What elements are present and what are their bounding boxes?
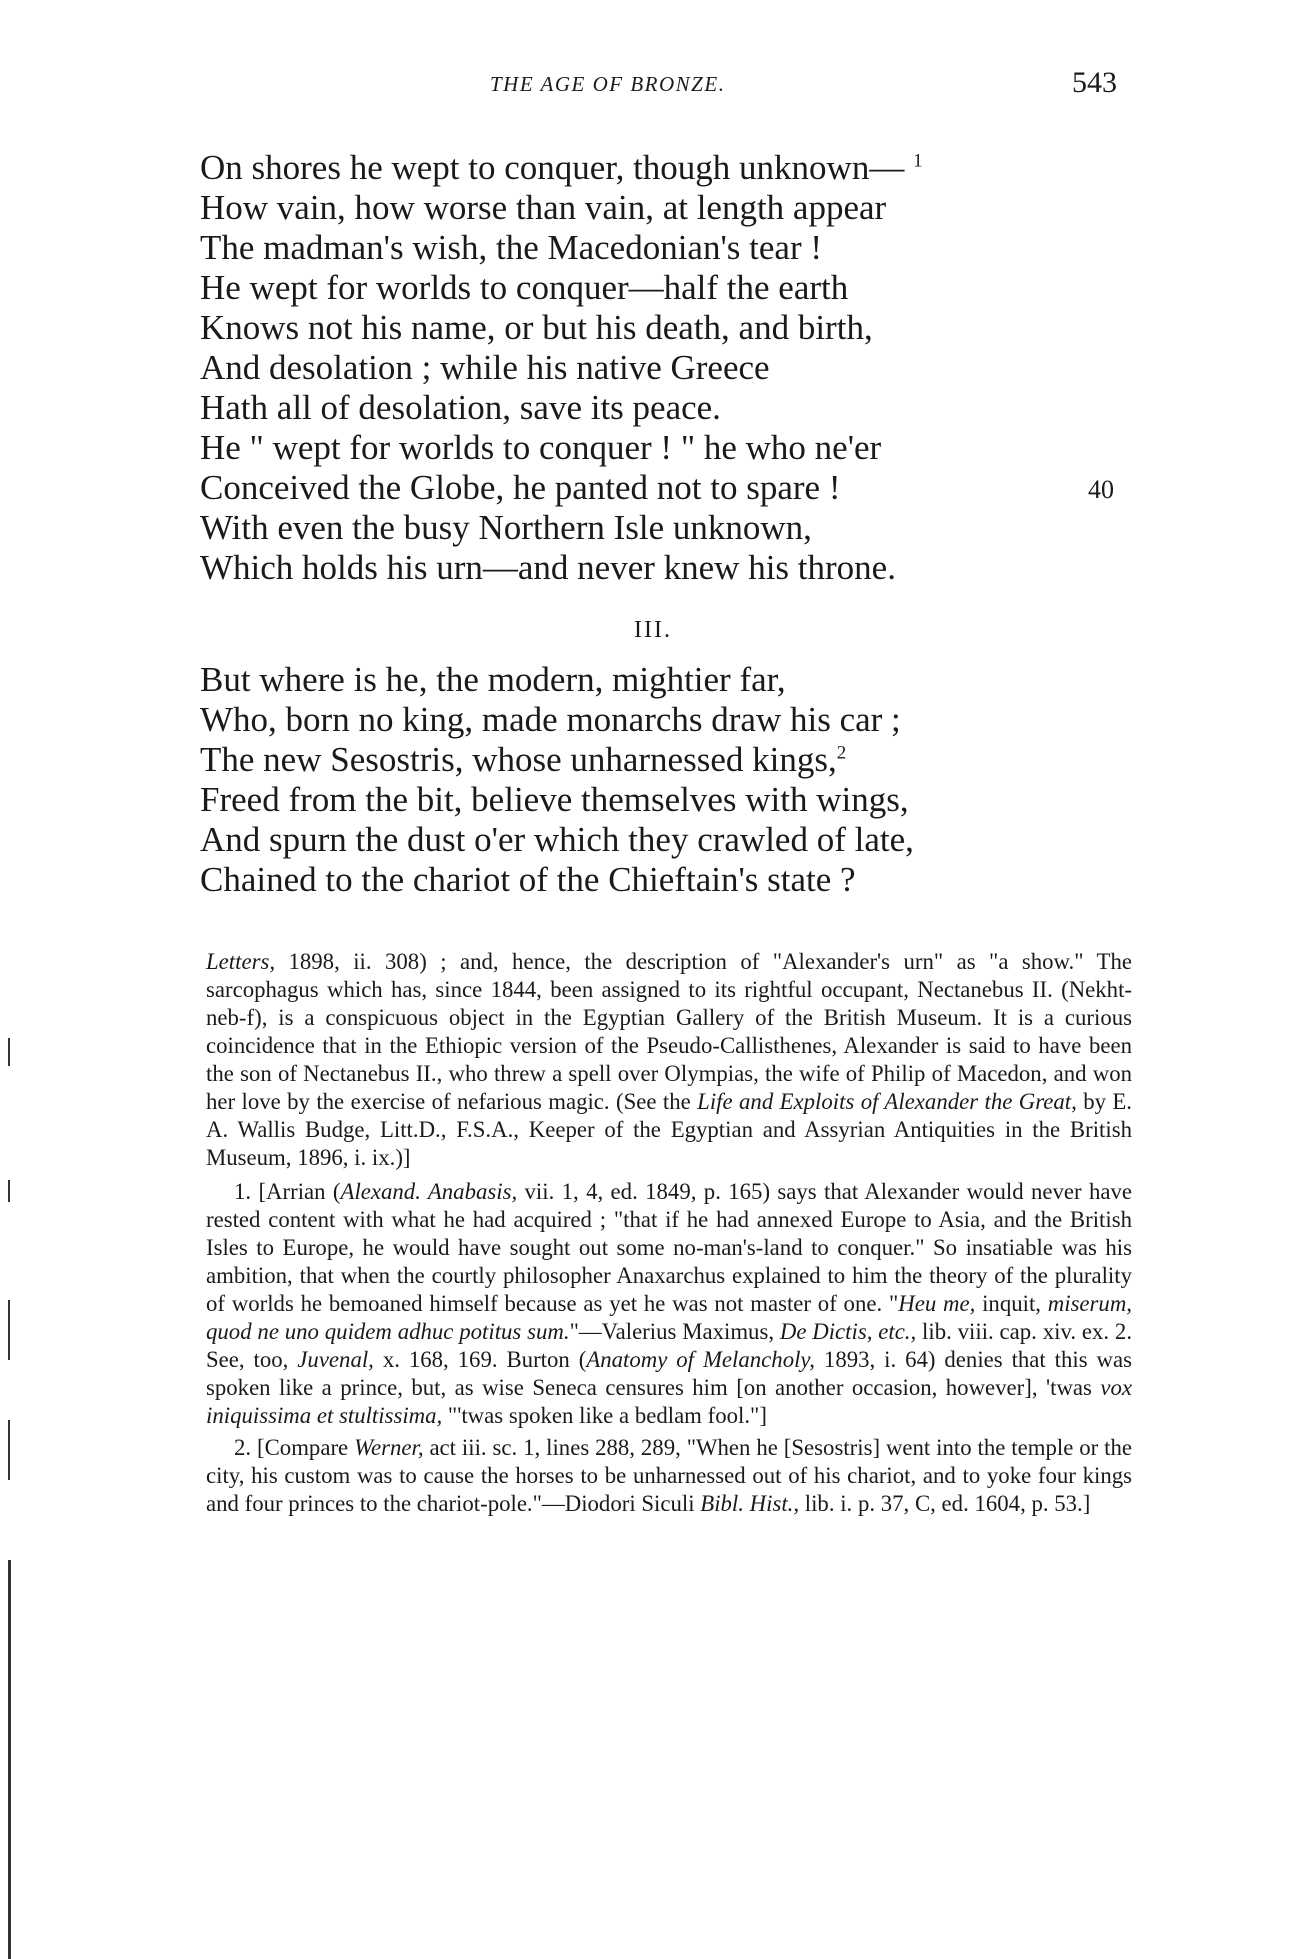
running-header	[0, 64, 1296, 104]
verse-line: Freed from the bit, believe themselves with wings,	[200, 780, 909, 819]
verse-line: On shores he wept to conquer, though unknown— $^1$	[200, 148, 923, 187]
verse-line: Conceived the Globe, he panted not to spare ! 40	[200, 468, 1130, 508]
verse-line: And spurn the dust o'er which they crawled of late,	[200, 820, 914, 859]
scan-margin-mark	[8, 1300, 10, 1360]
running-title: THE AGE OF BRONZE.	[490, 72, 726, 96]
footnotes	[206, 948, 1132, 1522]
verse-line: But where is he, the modern, mightier far,	[200, 660, 786, 699]
verse-line: Hath all of desolation, save its peace.	[200, 388, 721, 427]
footnote-continued: Letters, 1898, ii. 308) ; and, hence, the description of "Alexander's urn" as "a show." The sarcophagus which has, since 1844, been assigned to its rightful occupant, Nectanebus II. (Nekht-neb-f), is a conspicuous object in the Egyptian Gallery of the British Museum. It is a curious coincidence that in the Ethiopic version of the Pseudo-Callisthenes, Alexander is said to have been the son of Nectanebus II., who threw a spell over Olympias, the wife of Philip of Macedon, and won her love by the exercise of nefarious magic. (See the Life and Exploits of Alexander the Great, by E. A. Wallis Budge, Litt.D., F.S.A., Keeper of the Egyptian and Assyrian Antiquities in the British Museum, 1896, i. ix.)]	[206, 949, 1133, 1170]
footnote-ref-2: 2	[836, 742, 847, 764]
verse-line: And desolation ; while his native Greece	[200, 348, 770, 387]
footnote-1: 1. [Arrian (Alexand. Anabasis, vii. 1, 4, ed. 1849, p. 165) says that Alexander would never have rested content with what he had acquired ; "that if he had annexed Europe to Asia, and the British Isles to Europe, he would have sought out some no-man's-land to conquer." So insatiable was his ambition, that when the courtly philosopher Anaxarchus explained to him the theory of the plurality of worlds he bemoaned himself because as yet he was not master of one. "Heu me, inquit, miserum, quod ne uno quidem adhuc potitus sum."—Valerius Maximus, De Dictis, etc., lib. viii. cap. xiv. ex. 2. See, too, Juvenal, x. 168, 169. Burton (Anatomy of Melancholy, 1893, i. 64) denies that this was spoken like a prince, but, as wise Seneca censures him [on another occasion, however], 'twas vox iniquissima et stultissima, "'twas spoken like a bedlam fool."]	[206, 1179, 1133, 1428]
scan-margin-mark	[8, 1420, 10, 1480]
scan-margin-mark	[8, 1560, 11, 1959]
verse-line: How vain, how worse than vain, at length appear	[200, 188, 887, 227]
verse-line: He wept for worlds to conquer—half the earth	[200, 268, 849, 307]
footnote-2: 2. [Compare Werner, act iii. sc. 1, lines 288, 289, "When he [Sesostris] went into the temple or the city, his custom was to cause the horses to be unharnessed out of his chariot, and to yoke four kings and four princes to the chariot-pole."—Diodori Siculi Bibl. Hist., lib. i. p. 37, C, ed. 1604, p. 53.]	[206, 1435, 1132, 1516]
verse-line: With even the busy Northern Isle unknown,	[200, 508, 812, 547]
verse-line: Who, born no king, made monarchs draw his car ;	[200, 700, 901, 739]
verse-line: Which holds his urn—and never knew his throne.	[200, 548, 896, 587]
poem	[200, 148, 1130, 900]
page-number: 543	[1072, 66, 1117, 99]
verse-line: He " wept for worlds to conquer ! " he who ne'er	[200, 428, 882, 467]
line-number: 40	[1088, 475, 1114, 504]
verse-line: Knows not his name, or but his death, and birth,	[200, 308, 873, 347]
scan-margin-mark	[8, 1038, 10, 1066]
verse-line: The madman's wish, the Macedonian's tear !	[200, 228, 823, 267]
scan-margin-mark	[8, 1180, 10, 1202]
stanza-numeral: III.	[634, 617, 672, 643]
verse-line: Chained to the chariot of the Chieftain's state ?	[200, 860, 856, 899]
verse-line: The new Sesostris, whose unharnessed kings,$^2$	[200, 740, 847, 779]
footnote-ref-1: 1	[913, 150, 923, 172]
